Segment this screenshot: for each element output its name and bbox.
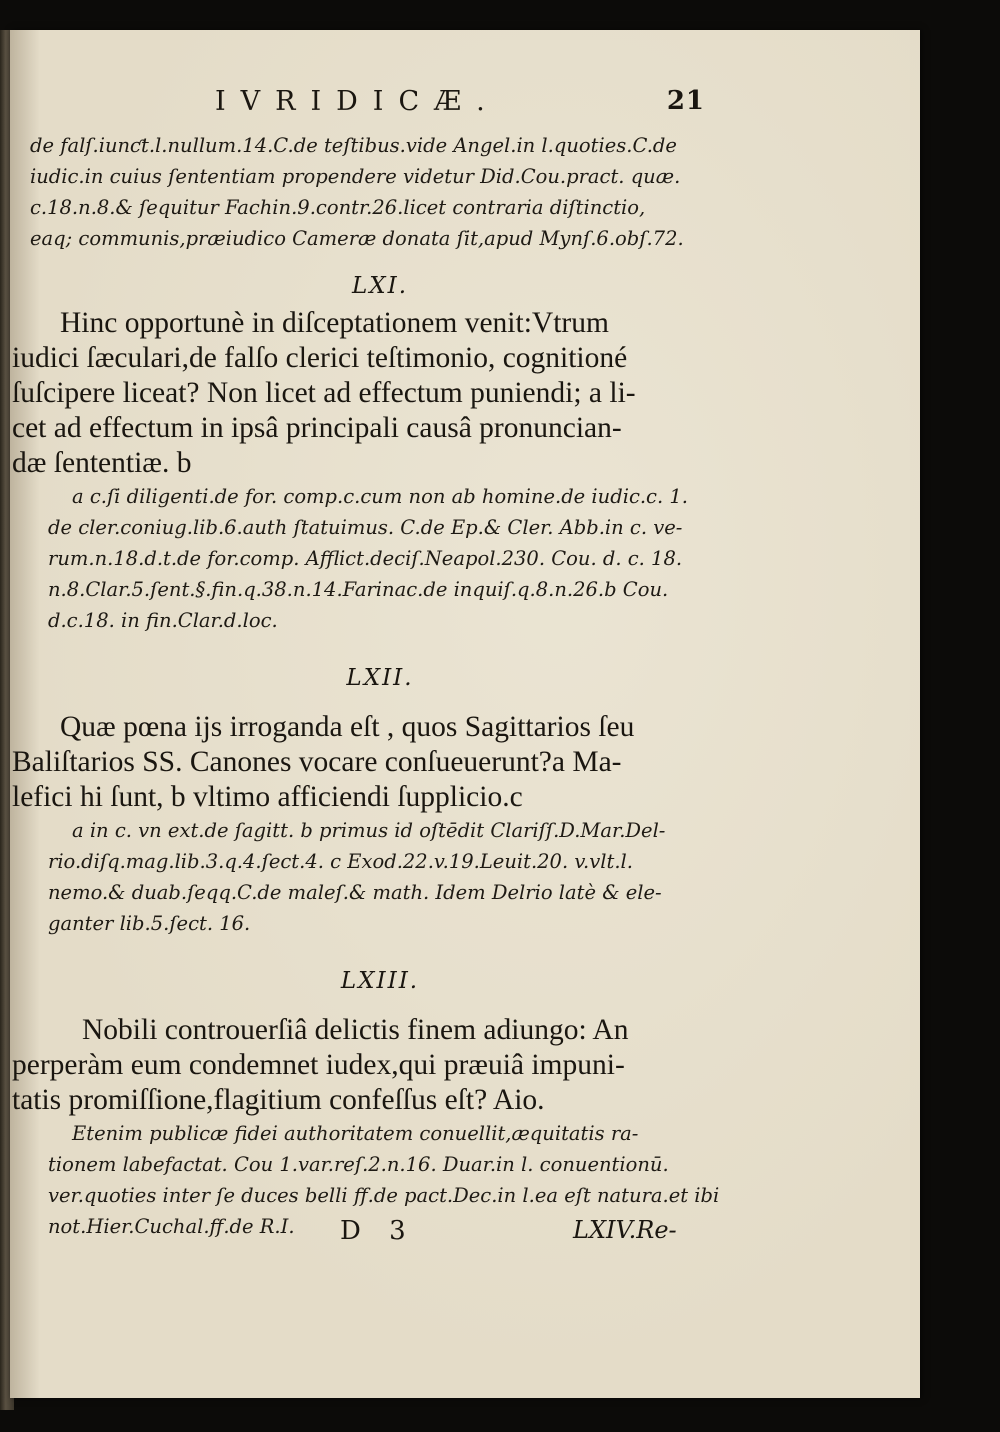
section-number: LXII.: [346, 665, 414, 691]
section-number: LXI.: [351, 273, 409, 299]
text-line: ſuſcipere liceat? Non licet ad effectum puniendi; a li-: [12, 377, 636, 409]
section-notes: [10, 815, 920, 939]
catchword: LXIV.Re-: [573, 1216, 677, 1244]
note-line: d.c.18. in fin.Clar.d.loc.: [48, 609, 278, 632]
text-line: Nobili controuerſiâ delictis finem adiungo: An: [82, 1014, 629, 1046]
page-sheet: [10, 30, 920, 1398]
page-footer: [10, 1216, 920, 1256]
text-line: Quæ pœna ijs irroganda eſt , quos Sagittarios ſeu: [60, 711, 635, 743]
note-line: nemo.& duab.ſeqq.C.de maleſ.& math. Idem Delrio latè & ele-: [48, 881, 662, 904]
note-line: Etenim publicæ fidei authoritatem conuellit,æquitatis ra-: [72, 1122, 639, 1145]
text-line: perperàm eum condemnet iudex,qui præuiâ impuni-: [12, 1049, 625, 1081]
section-number: LXIII.: [340, 968, 420, 994]
section-lxii: [10, 658, 920, 939]
page-number: 21: [666, 86, 705, 116]
page-body: [10, 130, 920, 1242]
note-line: eaq; communis,præiudico Cameræ donata ſit,apud Mynſ.6.obſ.72.: [30, 227, 684, 250]
note-line: de cler.coniug.lib.6.auth ſtatuimus. C.de Ep.& Cler. Abb.in c. ve-: [48, 516, 683, 539]
section-text: [10, 710, 920, 815]
note-line: a c.ſi diligenti.de for. comp.c.cum non ab homine.de iudic.c. 1.: [72, 485, 688, 508]
section-text: [10, 1013, 920, 1118]
text-line: Hinc opportunè in diſceptationem venit:Vtrum: [60, 307, 609, 339]
running-head: IVRIDICÆ.: [215, 86, 500, 117]
note-line: de falſ.iunƈt.l.nullum.14.C.de teſtibus.vide Angel.in l.quoties.C.de: [30, 134, 677, 157]
section-lxiii: [10, 961, 920, 1242]
text-line: tatis promiſſione,flagitium confeſſus eſt? Aio.: [12, 1084, 545, 1116]
text-line: cet ad effectum in ipsâ principali causâ pronuncian-: [12, 412, 622, 444]
section-lxi: [10, 266, 920, 636]
note-line: ver.quoties inter ſe duces belli ff.de pact.Dec.in l.ea eſt natura.et ibi: [48, 1184, 720, 1207]
section-text: [10, 306, 920, 481]
note-line: not.Hier.Cuchal.ff.de R.I.: [48, 1215, 295, 1238]
text-line: dæ ſententiæ. b: [12, 447, 192, 479]
note-line: rum.n.18.d.t.de for.comp. Afflict.deciſ.Neapol.230. Cou. d. c. 18.: [48, 547, 683, 570]
note-line: ganter lib.5.ſect. 16.: [48, 912, 251, 935]
note-line: a in c. vn ext.de ſagitt. b primus id oſtēdit Clariſſ.D.Mar.Del-: [72, 819, 666, 842]
text-line: lefici hi ſunt, b vltimo afficiendi ſupplicio.c: [12, 781, 523, 813]
section-notes: [10, 481, 920, 636]
text-line: Baliſtarios SS. Canones vocare conſueuerunt?a Ma-: [12, 746, 622, 778]
page-header: [10, 86, 920, 126]
note-line: n.8.Clar.5.ſent.§.fin.q.38.n.14.Farinac.de inquiſ.q.8.n.26.b Cou.: [48, 578, 669, 601]
note-line: c.18.n.8.& ſequitur Fachin.9.contr.26.licet contraria diſtinctio,: [30, 196, 646, 219]
note-line: tionem labefactat. Cou 1.var.reſ.2.n.16. Duar.in l. conuentionū.: [48, 1153, 669, 1176]
text-line: iudici ſæculari,de falſo clerici teſtimonio, cognitioné: [12, 342, 628, 374]
signature-mark: D 3: [340, 1216, 416, 1246]
note-line: iudic.in cuius ſententiam propendere videtur Did.Cou.pract. quæ.: [30, 165, 681, 188]
note-line: rio.diſq.mag.lib.3.q.4.ſect.4. c Exod.22.v.19.Leuit.20. v.vlt.l.: [48, 850, 633, 873]
carryover-footnotes: [10, 130, 920, 254]
